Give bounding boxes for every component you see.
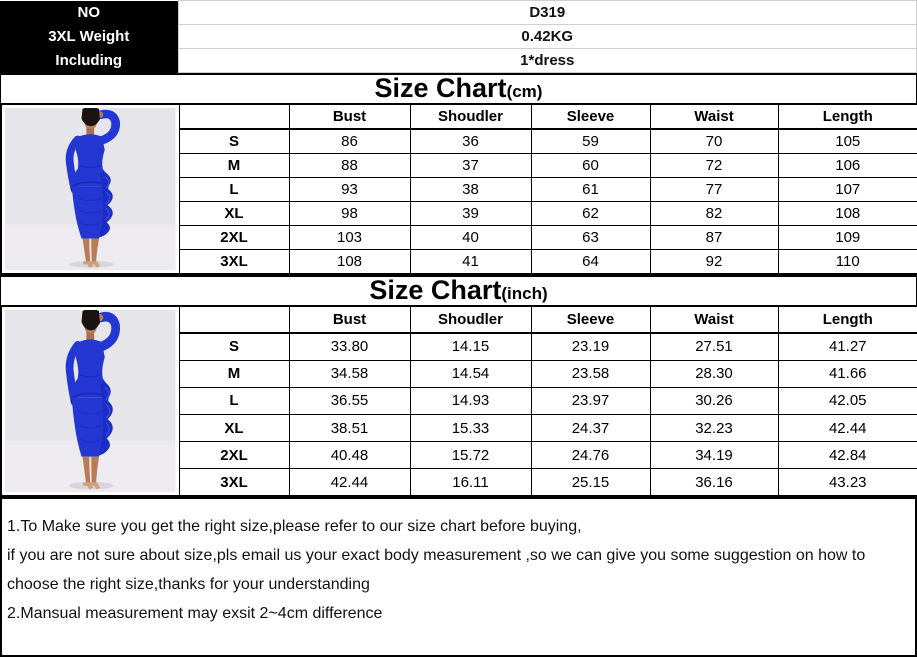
size-value: 92 (650, 250, 778, 274)
size-label: 2XL (179, 226, 289, 250)
size-value: 14.15 (410, 333, 531, 360)
column-header-waist: Waist (650, 104, 778, 129)
size-value: 61 (531, 177, 650, 201)
size-value: 37 (410, 153, 531, 177)
column-header-sleeve: Sleeve (531, 104, 650, 129)
size-value: 36.55 (289, 387, 410, 414)
note-line: choose the right size,thanks for your understanding (7, 576, 370, 593)
size-value: 16.11 (410, 469, 531, 496)
size-value: 59 (531, 129, 650, 153)
info-label-no: NO (0, 1, 178, 25)
size-value: 15.72 (410, 442, 531, 469)
size-value: 110 (778, 250, 917, 274)
size-value: 42.44 (778, 415, 917, 442)
size-value: 107 (778, 177, 917, 201)
size-value: 15.33 (410, 415, 531, 442)
size-value: 27.51 (650, 333, 778, 360)
product-photo (1, 104, 179, 274)
size-value: 88 (289, 153, 410, 177)
size-chart-inch-table (0, 305, 917, 497)
size-value: 24.76 (531, 442, 650, 469)
size-value: 23.19 (531, 333, 650, 360)
size-value: 98 (289, 202, 410, 226)
size-value: 87 (650, 226, 778, 250)
info-label-including: Including (0, 49, 178, 73)
size-value: 40 (410, 226, 531, 250)
size-label: 2XL (179, 442, 289, 469)
heading-title: Size Chart (374, 73, 507, 103)
size-value: 64 (531, 250, 650, 274)
heading-title: Size Chart (369, 275, 502, 305)
size-value: 103 (289, 226, 410, 250)
size-value: 42.05 (778, 387, 917, 414)
column-header-bust: Bust (289, 104, 410, 129)
table-header-row (1, 306, 917, 333)
size-value: 82 (650, 202, 778, 226)
column-header-blank (179, 104, 289, 129)
size-label: 3XL (179, 250, 289, 274)
size-value: 14.54 (410, 360, 531, 387)
size-value: 63 (531, 226, 650, 250)
size-value: 41 (410, 250, 531, 274)
column-header-length: Length (778, 306, 917, 333)
column-header-waist: Waist (650, 306, 778, 333)
size-value: 108 (778, 202, 917, 226)
size-chart-inch-heading (0, 275, 917, 305)
size-value: 33.80 (289, 333, 410, 360)
column-header-shoulder: Shoudler (410, 104, 531, 129)
size-value: 34.58 (289, 360, 410, 387)
size-value: 41.27 (778, 333, 917, 360)
size-label: XL (179, 415, 289, 442)
note-line: if you are not sure about size,pls email us your exact body measurement ,so we can give you some suggestion on how to (7, 547, 866, 564)
size-value: 28.30 (650, 360, 778, 387)
size-label: XL (179, 202, 289, 226)
size-value: 25.15 (531, 469, 650, 496)
size-value: 108 (289, 250, 410, 274)
size-label: L (179, 177, 289, 201)
size-chart-cm-table (0, 103, 917, 275)
size-label: M (179, 153, 289, 177)
info-label-weight: 3XL Weight (0, 25, 178, 49)
size-value: 109 (778, 226, 917, 250)
size-value: 39 (410, 202, 531, 226)
note-line: 2.Mansual measurement may exsit 2~4cm difference (7, 605, 383, 622)
blue-dress-model-illustration (5, 108, 176, 270)
size-value: 41.66 (778, 360, 917, 387)
size-value: 72 (650, 153, 778, 177)
size-value: 36 (410, 129, 531, 153)
size-value: 86 (289, 129, 410, 153)
table-row (0, 1, 917, 25)
table-row (0, 49, 917, 73)
size-label: L (179, 387, 289, 414)
size-label: 3XL (179, 469, 289, 496)
info-value-no: D319 (178, 1, 917, 25)
product-info-table (0, 0, 917, 73)
size-value: 43.23 (778, 469, 917, 496)
column-header-length: Length (778, 104, 917, 129)
info-value-including: 1*dress (178, 49, 917, 73)
column-header-bust: Bust (289, 306, 410, 333)
column-header-sleeve: Sleeve (531, 306, 650, 333)
size-value: 34.19 (650, 442, 778, 469)
size-value: 38 (410, 177, 531, 201)
size-value: 106 (778, 153, 917, 177)
size-value: 70 (650, 129, 778, 153)
size-value: 42.44 (289, 469, 410, 496)
size-value: 14.93 (410, 387, 531, 414)
table-header-row (1, 104, 917, 129)
table-row (0, 25, 917, 49)
size-value: 42.84 (778, 442, 917, 469)
size-value: 30.26 (650, 387, 778, 414)
note-line: 1.To Make sure you get the right size,please refer to our size chart before buying, (7, 518, 582, 535)
sizing-notes (0, 497, 917, 657)
size-value: 23.58 (531, 360, 650, 387)
size-label: M (179, 360, 289, 387)
size-value: 23.97 (531, 387, 650, 414)
size-label: S (179, 333, 289, 360)
size-label: S (179, 129, 289, 153)
size-value: 40.48 (289, 442, 410, 469)
product-photo (1, 306, 179, 496)
blue-dress-model-illustration (5, 310, 176, 492)
column-header-shoulder: Shoudler (410, 306, 531, 333)
size-value: 60 (531, 153, 650, 177)
size-value: 62 (531, 202, 650, 226)
size-value: 24.37 (531, 415, 650, 442)
size-chart-cm-heading (0, 73, 917, 103)
size-value: 38.51 (289, 415, 410, 442)
heading-unit: (inch) (501, 284, 548, 303)
heading-unit: (cm) (506, 82, 543, 101)
size-value: 32.23 (650, 415, 778, 442)
info-value-weight: 0.42KG (178, 25, 917, 49)
size-value: 105 (778, 129, 917, 153)
size-value: 93 (289, 177, 410, 201)
size-value: 36.16 (650, 469, 778, 496)
column-header-blank (179, 306, 289, 333)
size-value: 77 (650, 177, 778, 201)
